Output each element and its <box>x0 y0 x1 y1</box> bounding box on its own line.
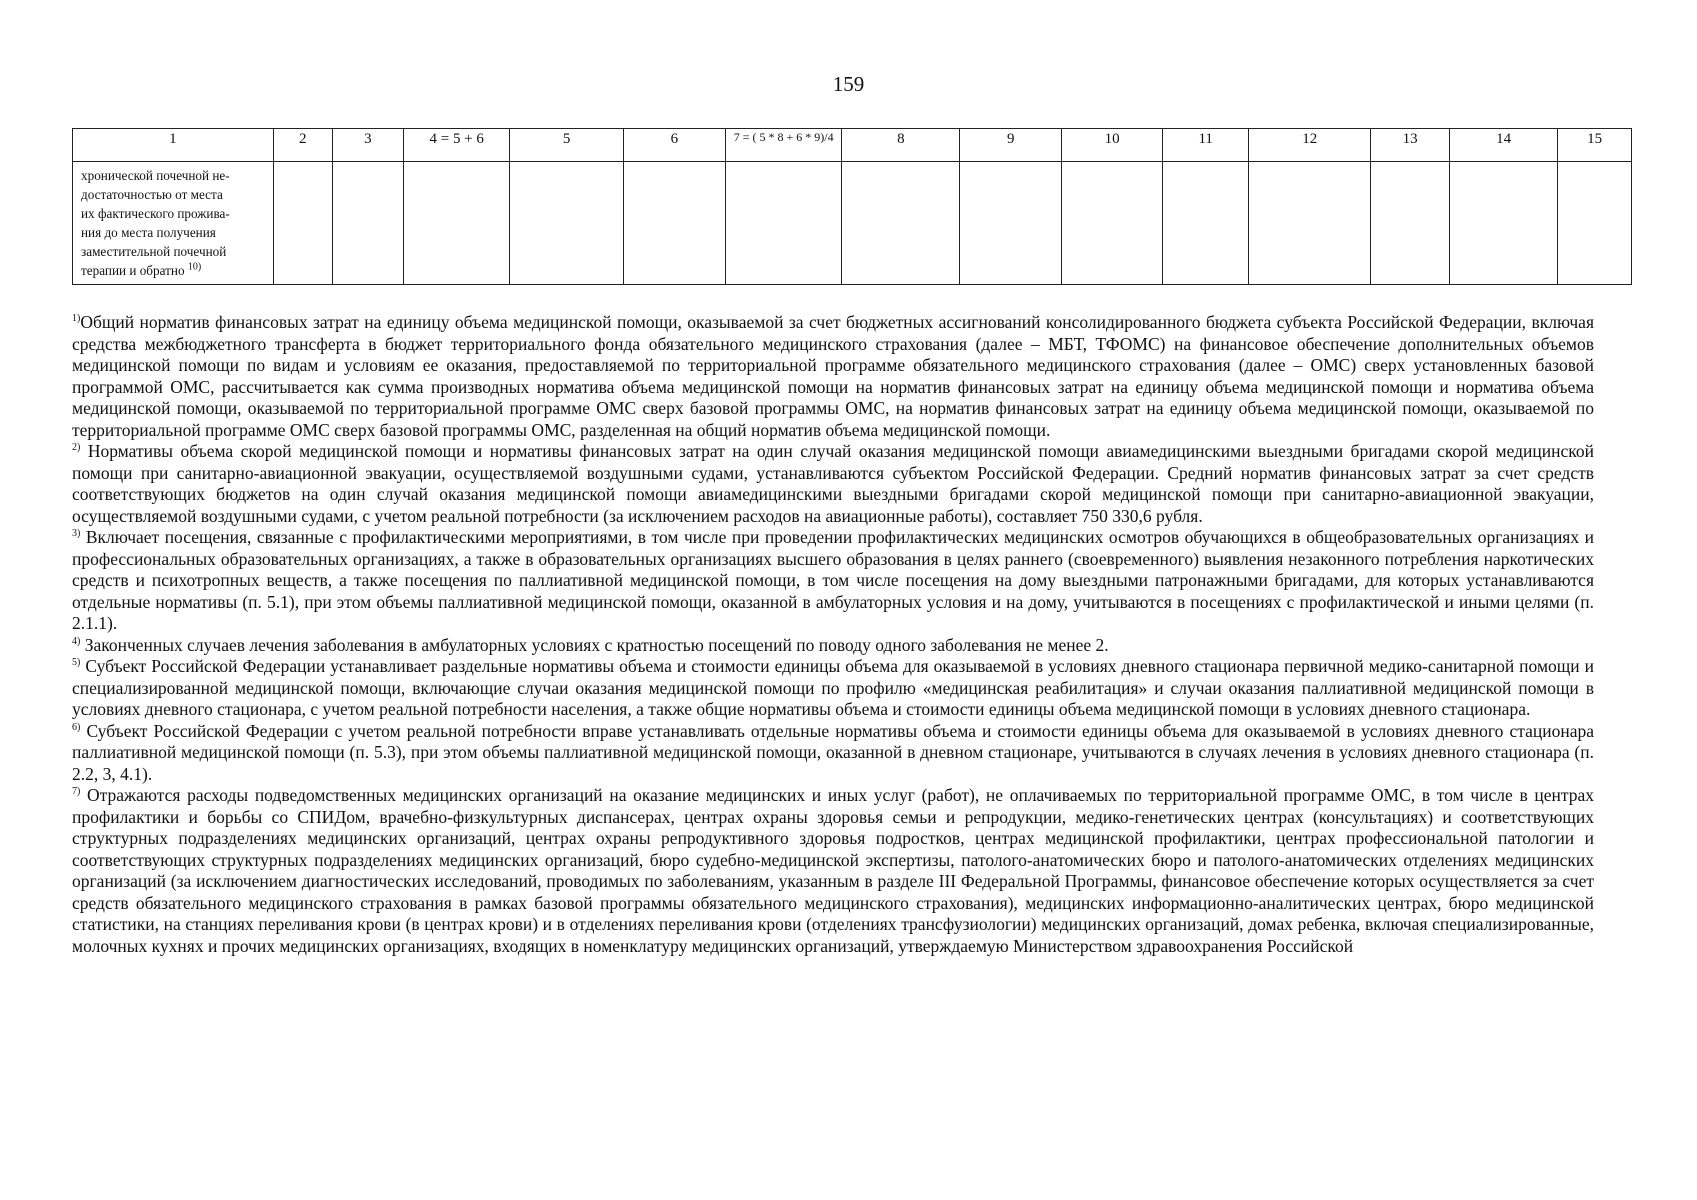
table-cell <box>1163 162 1249 285</box>
cell-line: заместительной почечной <box>81 244 227 259</box>
table-cell <box>1371 162 1450 285</box>
footnote-marker: 4) <box>72 635 81 647</box>
footnotes <box>72 312 1594 957</box>
table-header-cell: 10 <box>1062 129 1163 162</box>
footnote-text: Отражаются расходы подведомственных медицинских организаций на оказание медицинских и иных услуг (работ), не оплачиваемых по территориальной программе ОМС, в том числе в центрах профилактики и борьбы со СПИДом, врачебно-физкультурных диспансерах, центрах охраны здоровья семьи и репродукции, медико-генетических центрах (консультациях) и соответствующих структурных подразделениях медицинских организаций, центрах охраны репродуктивного здоровья подростков, центрах медицинской профилактики, центрах профессиональной патологии и соответствующих структурных подразделениях медицинских организаций, бюро судебно-медицинской экспертизы, патолого-анатомических бюро и патолого-анатомических отделениях медицинских организаций (за исключением диагностических исследований, проводимых по заболеваниям, указанным в разделе III Федеральной Программы, финансовое обеспечение которых осуществляется за счет средств обязательного медицинского страхования в рамках базовой программы обязательного медицинского страхования), медицинских информационно-аналитических центрах, бюро медицинской статистики, на станциях переливания крови (в центрах крови) и в отделениях переливания крови (отделениях трансфузиологии) медицинских организаций, домах ребенка, включая специализированные, молочных кухнях и прочих медицинских организациях, входящих в номенклатуру медицинских организаций, утверждаемую Министерством здравоохранения Российской <box>72 785 1595 956</box>
cell-line: ния до места получения <box>81 225 216 240</box>
table-header-cell: 6 <box>623 129 725 162</box>
footnote-text: Включает посещения, связанные с профилактическими мероприятиями, в том числе при проведении профилактических медицинских осмотров обучающихся в общеобразовательных организациях и профессиональных образовательных организациях, а также в образовательных организациях высшего образования в целях раннего (своевременного) выявления незаконного потребления наркотических средств и психотропных веществ, а также посещения по паллиативной медицинской помощи, в том числе посещения на дому выездными патронажными бригадами, для которых устанавливаются отдельные нормативы (п. 5.1), при этом объемы паллиативной медицинской помощи, оказанной в амбулаторных условия и на дому, учитываются в посещениях с профилактической и иными целями (п. 2.1.1). <box>72 527 1594 633</box>
table-header-cell: 8 <box>842 129 960 162</box>
table-cell <box>623 162 725 285</box>
footnote-marker: 6) <box>72 721 81 733</box>
page-number: 159 <box>832 72 865 96</box>
footnote-4 <box>72 635 1594 657</box>
data-table <box>72 128 1632 285</box>
footnote-text: Субъект Российской Федерации с учетом реальной потребности вправе устанавливать отдельные нормативы объема и стоимости единицы объема для оказываемой в условиях дневного стационара паллиативной медицинской помощи (п. 5.3), при этом объемы паллиативной медицинской помощи, оказанной в дневном стационаре, учитываются в случаях лечения в условиях дневного стационара (п. 2.2, 3, 4.1). <box>72 720 1594 784</box>
table-cell <box>842 162 960 285</box>
table-header-cell: 9 <box>960 129 1062 162</box>
footnote-2 <box>72 441 1594 527</box>
table-row <box>73 162 1632 285</box>
table-header-cell: 13 <box>1371 129 1450 162</box>
table-header-cell: 7 = ( 5 * 8 + 6 * 9)/4 <box>725 129 842 162</box>
footnote-3 <box>72 527 1594 635</box>
table-cell <box>404 162 510 285</box>
table-cell <box>510 162 624 285</box>
table-cell <box>1062 162 1163 285</box>
table-cell <box>1450 162 1558 285</box>
cell-line: терапии и обратно <box>81 263 185 278</box>
footnote-1 <box>72 312 1594 441</box>
footnote-marker: 1) <box>72 313 81 325</box>
table-header-cell: 14 <box>1450 129 1558 162</box>
table-header-cell: 4 = 5 + 6 <box>404 129 510 162</box>
cell-line: хронической почечной не- <box>81 168 230 183</box>
footnote-marker: 5) <box>72 657 81 669</box>
table-cell <box>1558 162 1632 285</box>
footnote-text: Нормативы объема скорой медицинской помощи и нормативы финансовых затрат на один случай оказания медицинской помощи авиамедицинскими выездными бригадами скорой медицинской помощи при санитарно-авиационной эвакуации, осуществляемой воздушными судами, устанавливаются субъектом Российской Федерации. Средний норматив финансовых затрат за счет средств соответствующих бюджетов на один случай оказания медицинской помощи авиамедицинскими выездными бригадами скорой медицинской помощи при санитарно-авиационной эвакуации, осуществляемой воздушными судами, с учетом реальной потребности (за исключением расходов на авиационные работы), составляет 750 330,6 рубля. <box>72 441 1595 526</box>
table-cell <box>332 162 403 285</box>
table-header-row <box>73 129 1632 162</box>
table-cell <box>273 162 332 285</box>
table-cell <box>960 162 1062 285</box>
footnote-marker: 7) <box>72 786 81 798</box>
footnote-marker: 2) <box>72 442 81 454</box>
table-header-cell: 15 <box>1558 129 1632 162</box>
table-header-cell: 5 <box>510 129 624 162</box>
table-cell-description <box>73 162 274 285</box>
footnote-5 <box>72 656 1594 721</box>
cell-line: достаточностью от места <box>81 187 223 202</box>
table-header-cell: 11 <box>1163 129 1249 162</box>
footnote-ref: 10) <box>187 261 202 273</box>
footnote-marker: 3) <box>72 528 81 540</box>
footnote-6 <box>72 721 1594 786</box>
table-header-cell: 3 <box>332 129 403 162</box>
table-cell <box>725 162 842 285</box>
footnote-text: Общий норматив финансовых затрат на единицу объема медицинской помощи, оказываемой за счет бюджетных ассигнований консолидированного бюджета субъекта Российской Федерации, включая средства межбюджетного трансферта в бюджет территориального фонда обязательного медицинского страхования (далее – МБТ, ТФОМС) на финансовое обеспечение дополнительных объемов медицинской помощи по видам и условиям ее оказания, предоставляемой по территориальной программе обязательного медицинского страхования (далее – ОМС) сверх установленных базовой программой ОМС, рассчитывается как сумма производных норматива объема медицинской помощи на норматив финансовых затрат на единицу объема медицинской помощи и норматива объема медицинской помощи, оказываемой по территориальной программе ОМС сверх базовой программы ОМС, на норматив финансовых затрат на единицу объема медицинской помощи, оказываемой по территориальной программе ОМС сверх базовой программы ОМС, разделенная на общий норматив объема медицинской помощи. <box>72 312 1594 440</box>
table-cell <box>1249 162 1371 285</box>
footnote-7 <box>72 785 1594 957</box>
table-header-cell: 12 <box>1249 129 1371 162</box>
footnote-text: Законченных случаев лечения заболевания в амбулаторных условиях с кратностью посещений по поводу одного заболевания не менее 2. <box>84 634 1109 655</box>
table-header-cell: 1 <box>73 129 274 162</box>
footnote-text: Субъект Российской Федерации устанавливает раздельные нормативы объема и стоимости единицы объема для оказываемой в условиях дневного стационара первичной медико-санитарной помощи и специализированной медицинской помощи, включающие случаи оказания медицинской помощи по профилю «медицинская реабилитация» и случаи оказания паллиативной медицинской помощи в условиях дневного стационара, с учетом реальной потребности населения, а также общие нормативы объема и стоимости единицы объема медицинской помощи в условиях дневного стационара. <box>72 656 1594 719</box>
cell-line: их фактического прожива- <box>81 206 230 221</box>
table-header-cell: 2 <box>273 129 332 162</box>
